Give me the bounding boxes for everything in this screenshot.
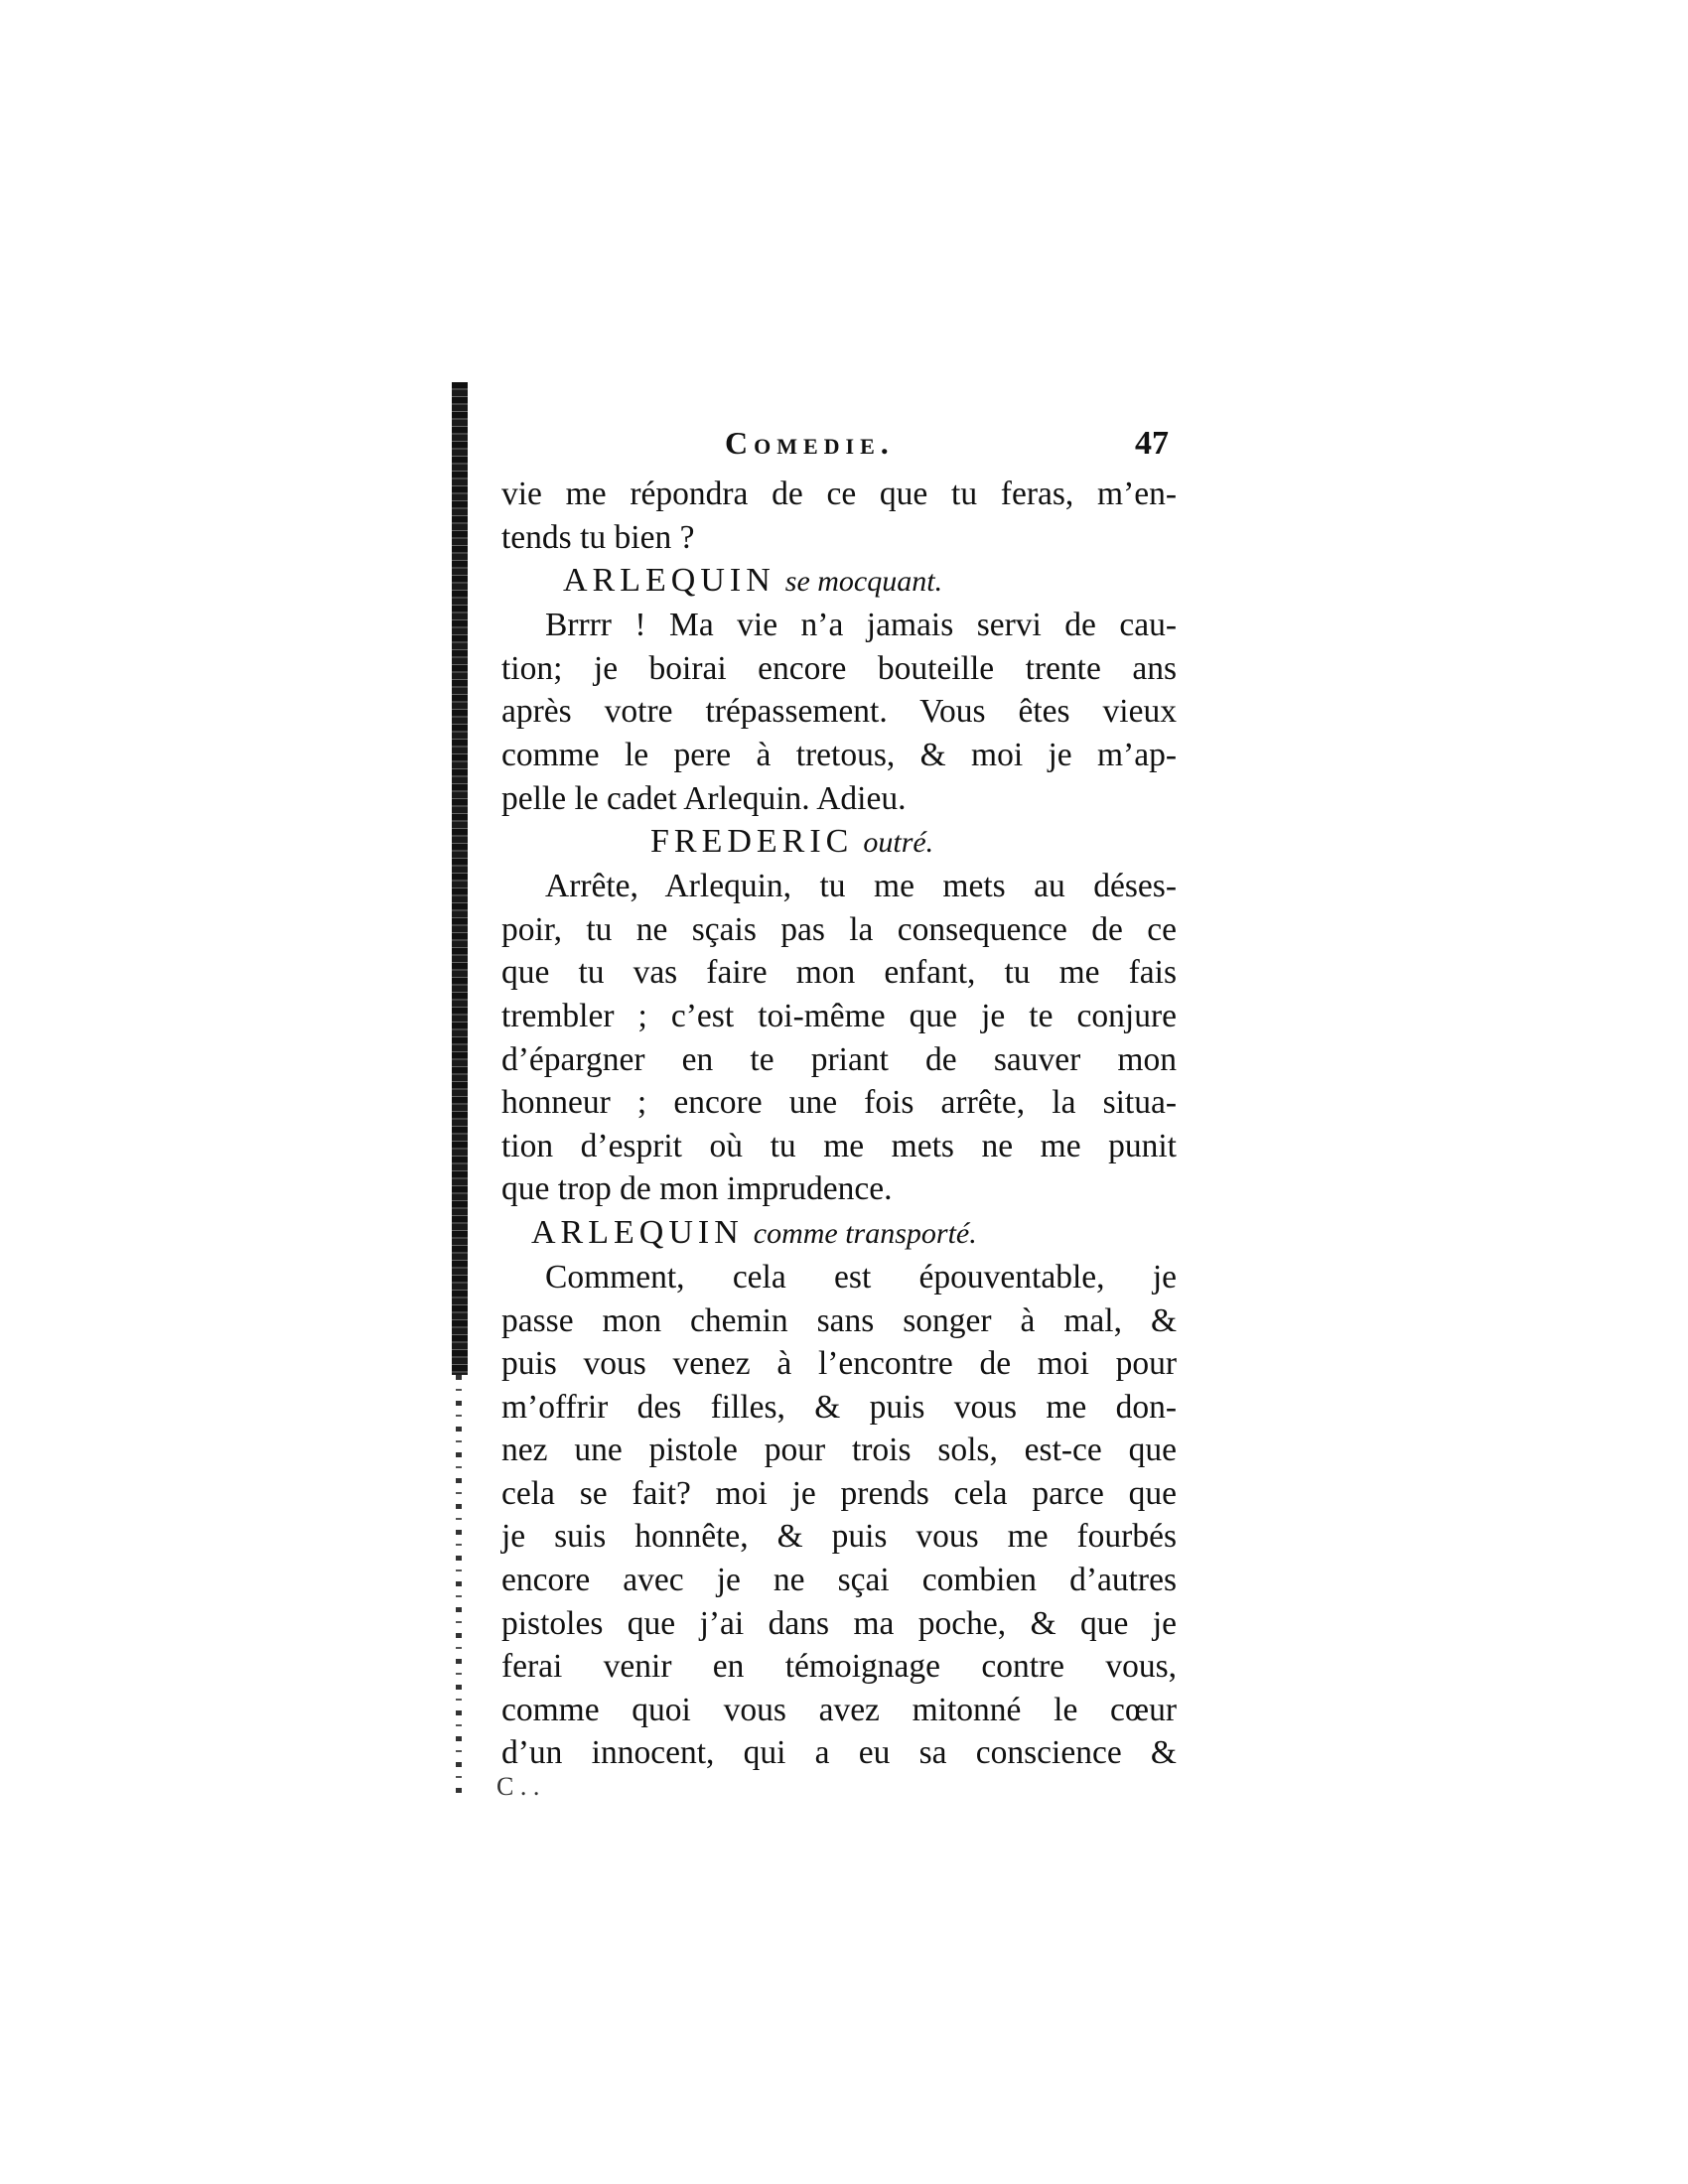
text-line: passe mon chemin sans songer à mal, &	[501, 1301, 1177, 1339]
signature-mark: C . .	[496, 1772, 540, 1801]
text-line: Comment, cela est épouventable, je	[545, 1258, 1177, 1296]
text-line: nez une pistole pour trois sols, est-ce que	[501, 1432, 1177, 1469]
speaker-name: ARLEQUIN	[563, 562, 775, 600]
speaker-heading	[501, 820, 1177, 865]
stage-direction: outré.	[863, 826, 934, 860]
text-line: encore avec je ne sçai combien d’autres	[501, 1562, 1177, 1599]
stage-direction: comme transporté.	[753, 1216, 977, 1250]
text-line: trembler ; c’est toi-même que je te conjure	[501, 997, 1177, 1034]
binding-edge	[452, 382, 468, 1375]
text-line: honneur ; encore une fois arrête, la situa-	[501, 1084, 1177, 1122]
running-head: Comedie.	[725, 425, 895, 461]
text-line: je suis honnête, & puis vous me fourbés	[501, 1518, 1177, 1556]
text-line: après votre trépassement. Vous êtes vieux	[501, 693, 1177, 731]
page-header	[501, 425, 1177, 473]
text-line: d’un innocent, qui a eu sa conscience &	[501, 1734, 1177, 1772]
text-line: tion; je boirai encore bouteille trente ans	[501, 649, 1177, 687]
text-line: Brrrr ! Ma vie n’a jamais servi de cau-	[545, 607, 1177, 644]
text-line: comme le pere à tretous, & moi je m’ap-	[501, 736, 1177, 773]
speaker-name: FREDERIC	[650, 823, 854, 861]
text-line: que trop de mon imprudence.	[501, 1170, 893, 1208]
text-line: cela se fait? moi je prends cela parce que	[501, 1474, 1177, 1512]
text-line: puis vous venez à l’encontre de moi pour	[501, 1345, 1177, 1383]
speaker-name: ARLEQUIN	[531, 1213, 744, 1251]
text-line: tion d’esprit où tu me mets ne me punit	[501, 1127, 1177, 1164]
text-line: Arrête, Arlequin, tu me mets au déses-	[545, 868, 1177, 905]
text-line: pistoles que j’ai dans ma poche, & que je	[501, 1604, 1177, 1642]
text-line: tends tu bien ?	[501, 518, 695, 556]
text-line: vie me répondra de ce que tu feras, m’en-	[501, 476, 1177, 512]
stage-direction: se mocquant.	[784, 565, 943, 599]
binding-edge-fragments	[456, 1375, 462, 1802]
text-line: m’offrir des filles, & puis vous me don-	[501, 1388, 1177, 1426]
speaker-heading	[501, 559, 1177, 604]
text-line: ferai venir en témoignage contre vous,	[501, 1648, 1177, 1686]
text-line: d’épargner en te priant de sauver mon	[501, 1040, 1177, 1078]
text-block	[501, 425, 1177, 1775]
text-line: que tu vas faire mon enfant, tu me fais	[501, 954, 1177, 992]
text-line: comme quoi vous avez mitonné le cœur	[501, 1691, 1177, 1728]
text-line: pelle le cadet Arlequin. Adieu.	[501, 779, 907, 817]
speaker-heading	[501, 1211, 1177, 1256]
text-line: poir, tu ne sçais pas la consequence de ce	[501, 910, 1177, 948]
page-number: 47	[1135, 425, 1169, 462]
